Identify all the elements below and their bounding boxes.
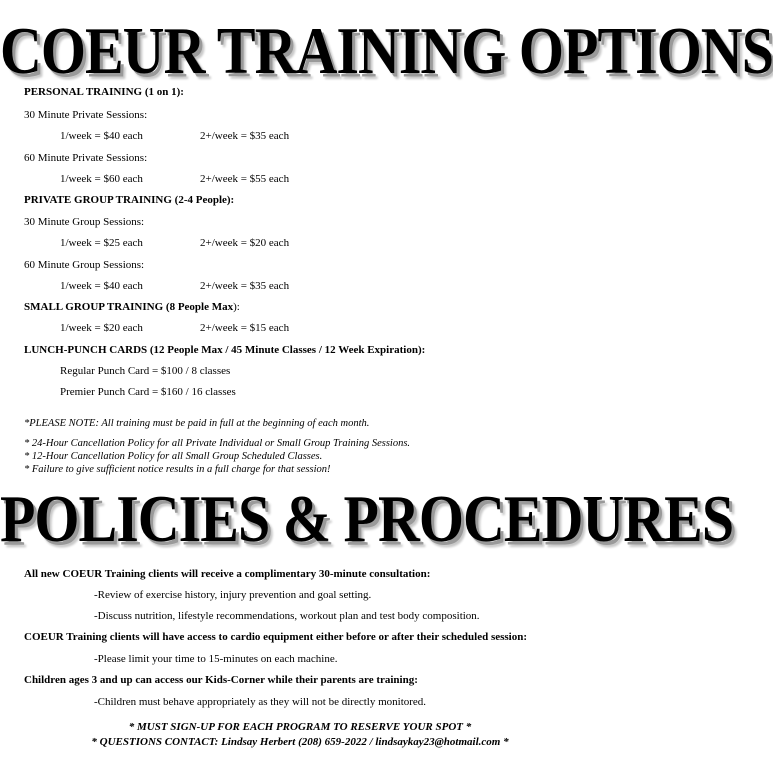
group-30-label: 30 Minute Group Sessions: — [24, 216, 145, 228]
kids-corner-heading: Children ages 3 and up can access our Kids-Corner while their parents are training: — [24, 674, 418, 686]
signup-reminder: * MUST SIGN-UP FOR EACH PROGRAM TO RESERVE YOUR SPOT * — [128, 721, 472, 733]
small-group-multi-price: 2+/week = $15 each — [200, 322, 290, 334]
private-30-single-price: 1/week = $40 each — [60, 130, 143, 142]
group-30-multi-price: 2+/week = $20 each — [200, 237, 290, 249]
cardio-heading: COEUR Training clients will have access to cardio equipment either before or after their scheduled session: — [24, 631, 528, 643]
small-group-heading-bold: SMALL GROUP TRAINING (8 People Max — [24, 301, 234, 313]
private-60-single-price: 1/week = $60 each — [60, 173, 143, 185]
cancellation-note-24h: * 24-Hour Cancellation Policy for all Private Individual or Small Group Training Sessions. — [24, 438, 411, 449]
private-group-heading: PRIVATE GROUP TRAINING (2-4 People): — [24, 194, 235, 206]
failure-notice-note: * Failure to give sufficient notice results in a full charge for that session! — [24, 464, 331, 475]
group-60-single-price: 1/week = $40 each — [60, 280, 143, 292]
consultation-heading: All new COEUR Training clients will receive a complimentary 30-minute consultation: — [24, 568, 431, 580]
regular-punch-card: Regular Punch Card = $100 / 8 classes — [60, 365, 231, 377]
cancellation-note-12h: * 12-Hour Cancellation Policy for all Small Group Scheduled Classes. — [24, 451, 323, 462]
private-60-multi-price: 2+/week = $55 each — [200, 173, 290, 185]
private-60-label: 60 Minute Private Sessions: — [24, 152, 148, 164]
training-options-title: COEUR TRAINING OPTIONS — [0, 13, 773, 89]
small-group-heading — [24, 301, 240, 314]
group-30-single-price: 1/week = $25 each — [60, 237, 143, 249]
private-30-multi-price: 2+/week = $35 each — [200, 130, 290, 142]
small-group-single-price: 1/week = $20 each — [60, 322, 143, 334]
payment-note: *PLEASE NOTE: All training must be paid in full at the beginning of each month. — [24, 418, 370, 429]
consultation-item-review: -Review of exercise history, injury prevention and goal setting. — [94, 589, 372, 601]
consultation-item-nutrition: -Discuss nutrition, lifestyle recommendations, workout plan and test body composition. — [94, 610, 480, 622]
policies-title: POLICIES & PROCEDURES — [0, 481, 734, 557]
personal-training-heading: PERSONAL TRAINING (1 on 1): — [24, 86, 184, 98]
cardio-item-limit: -Please limit your time to 15-minutes on each machine. — [94, 653, 338, 665]
contact-line: * QUESTIONS CONTACT: Lindsay Herbert (208) 659-2022 / lindsaykay23@hotmail.com * — [91, 736, 509, 748]
kids-corner-item: -Children must behave appropriately as they will not be directly monitored. — [94, 696, 427, 708]
group-60-multi-price: 2+/week = $35 each — [200, 280, 290, 292]
small-group-heading-tail: ): — [233, 301, 240, 313]
private-30-label: 30 Minute Private Sessions: — [24, 109, 148, 121]
premier-punch-card: Premier Punch Card = $160 / 16 classes — [60, 386, 236, 398]
group-60-label: 60 Minute Group Sessions: — [24, 259, 145, 271]
lunch-punch-heading: LUNCH-PUNCH CARDS (12 People Max / 45 Minute Classes / 12 Week Expiration): — [24, 344, 426, 356]
